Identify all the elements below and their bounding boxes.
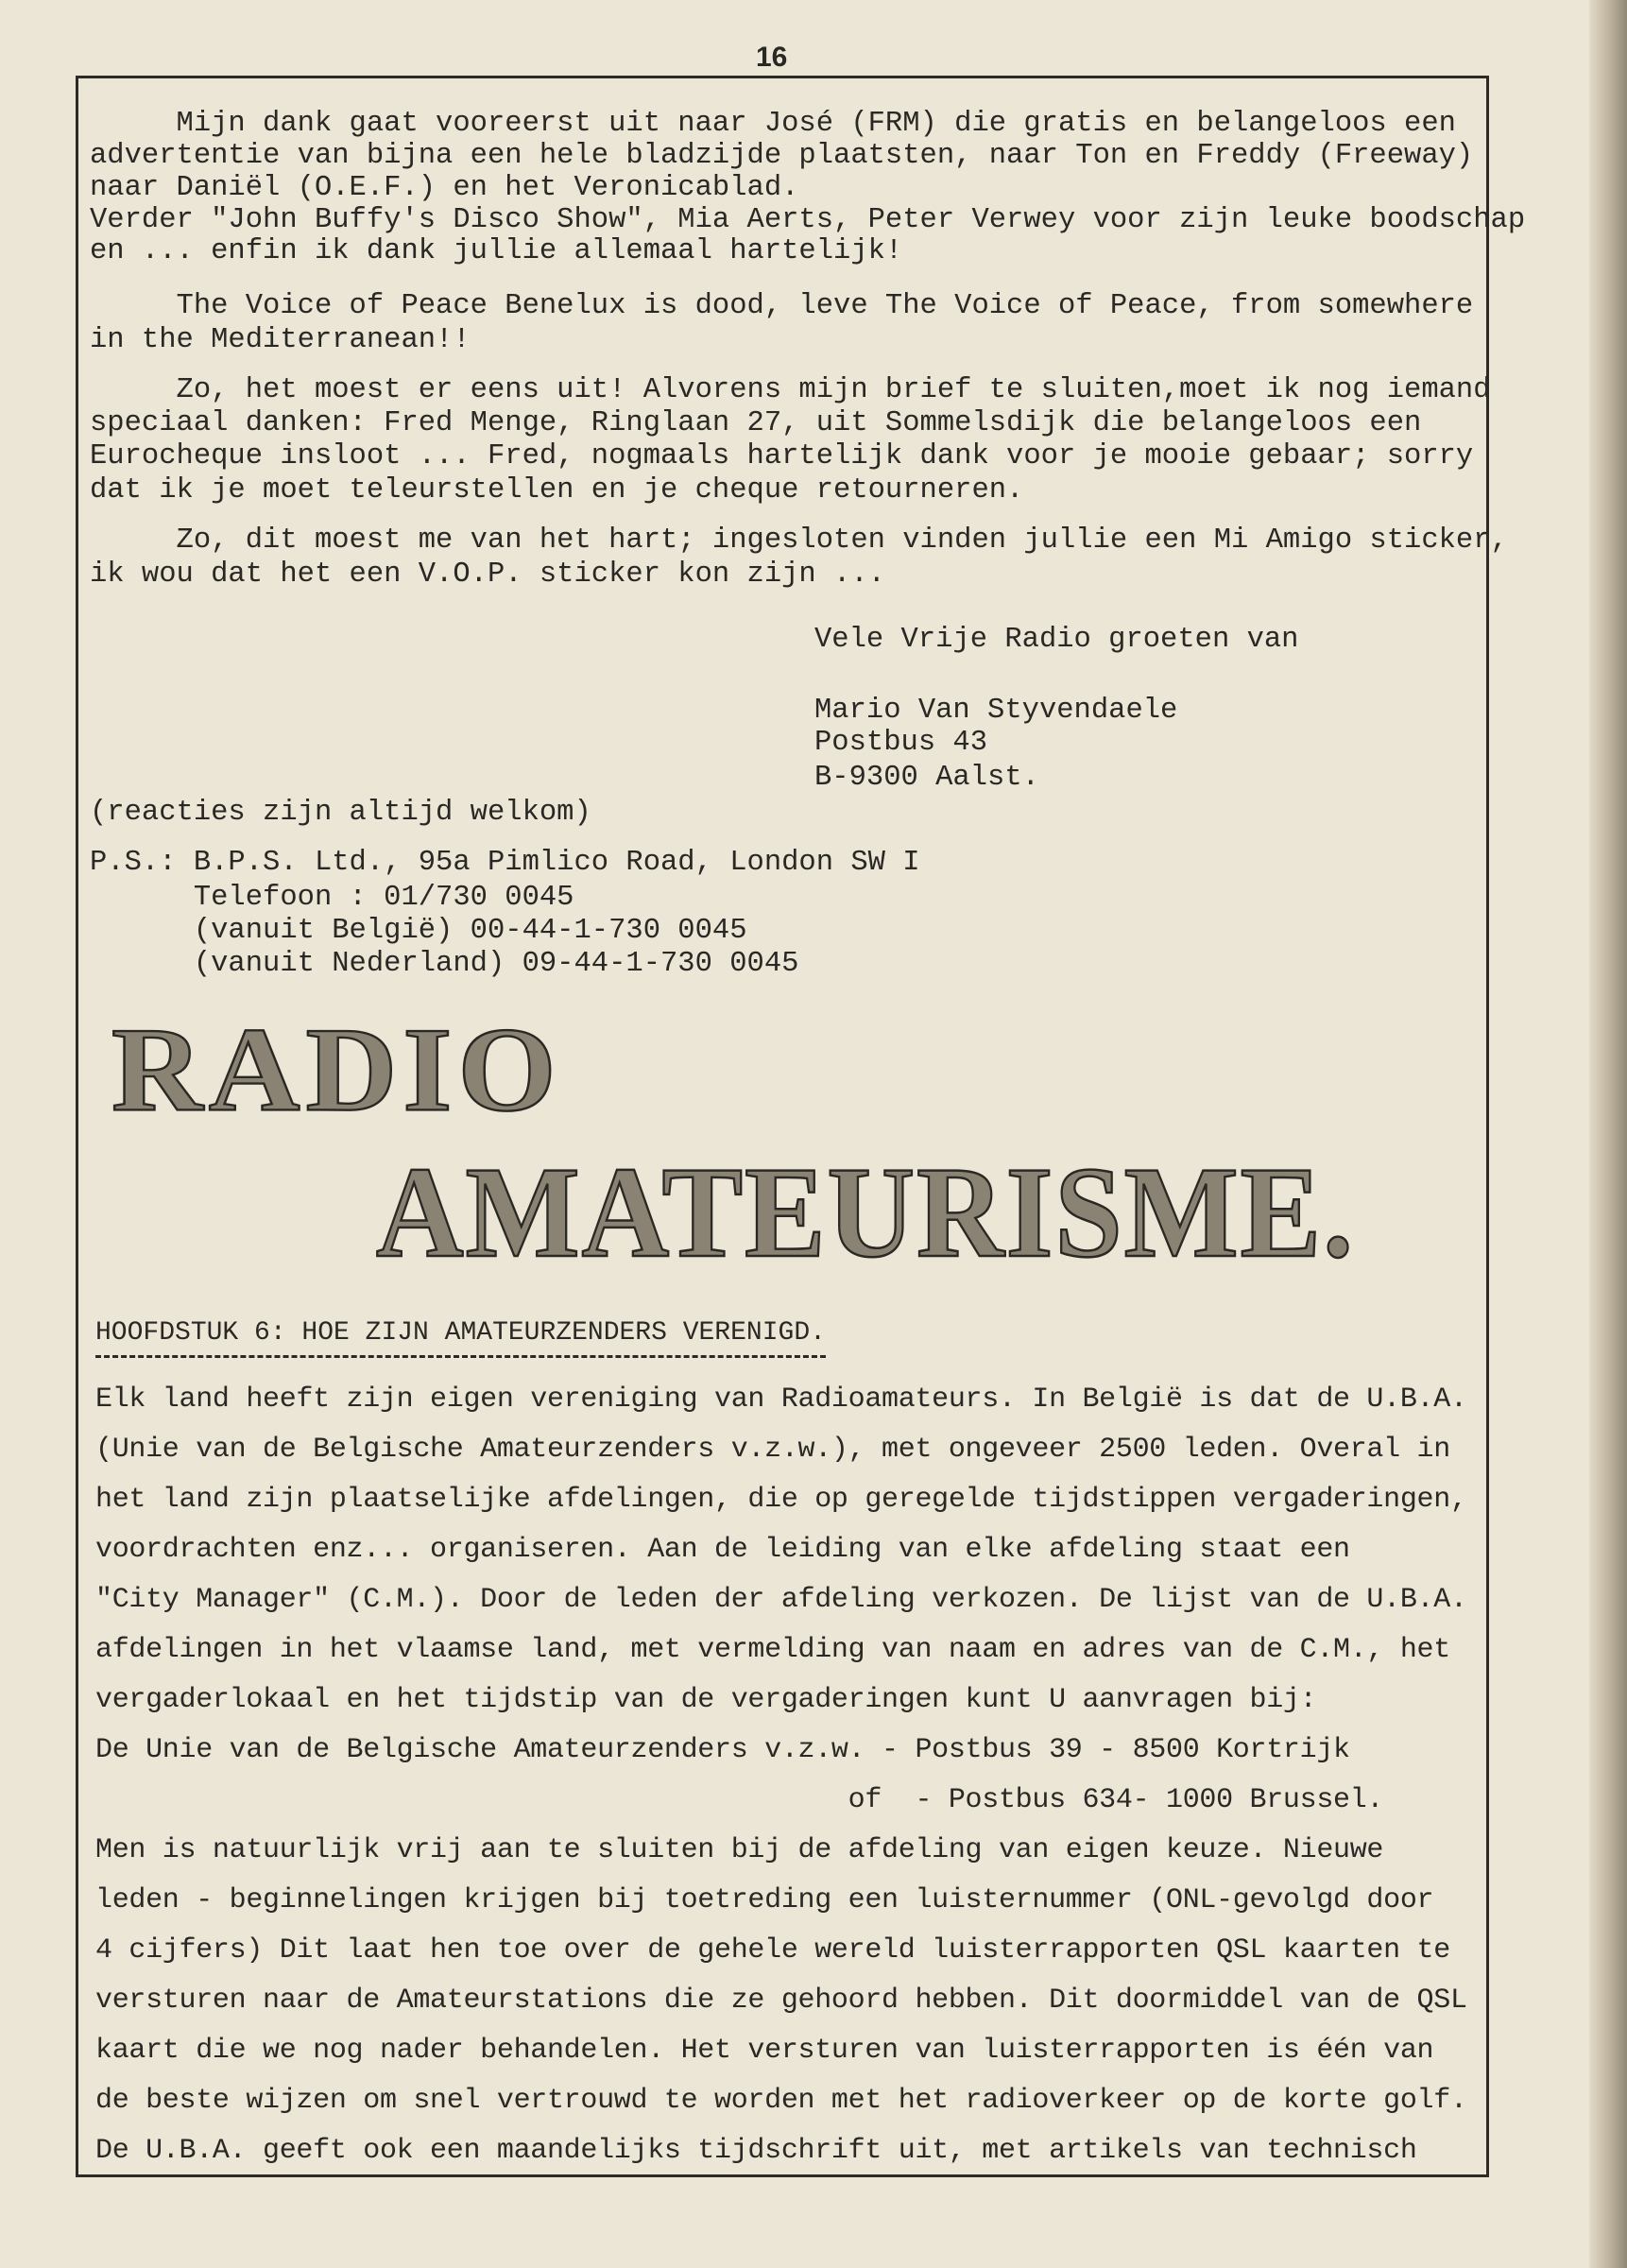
letter-line: naar Daniël (O.E.F.) en het Veronicablad. bbox=[90, 172, 799, 204]
signature-name: Mario Van Styvendaele bbox=[814, 695, 1178, 727]
letter-line: Mijn dank gaat vooreerst uit naar José (FRM) die gratis en belangeloos een bbox=[90, 108, 1456, 140]
page-number: 16 bbox=[756, 42, 788, 73]
chapter-line: afdelingen in het vlaamse land, met vermelding van naam en adres van de C.M., het bbox=[95, 1634, 1450, 1666]
chapter-line: Men is natuurlijk vrij aan te sluiten bij de afdeling van eigen keuze. Nieuwe bbox=[95, 1834, 1384, 1866]
reactions-note: (reacties zijn altijd welkom) bbox=[90, 797, 591, 829]
letter-line: ik wou dat het een V.O.P. sticker kon zijn ... bbox=[90, 558, 885, 591]
ps-line: (vanuit Nederland) 09-44-1-730 0045 bbox=[90, 948, 799, 980]
chapter-line: "City Manager" (C.M.). Door de leden der afdeling verkozen. De lijst van de U.B.A. bbox=[95, 1584, 1467, 1616]
chapter-heading: HOOFDSTUK 6: HOE ZIJN AMATEURZENDERS VERENIGD. bbox=[95, 1318, 826, 1358]
chapter-line: kaart die we nog nader behandelen. Het versturen van luisterrapporten is één van bbox=[95, 2035, 1434, 2067]
page-spine bbox=[1589, 0, 1627, 2268]
chapter-line: Elk land heeft zijn eigen vereniging van Radioamateurs. In België is dat de U.B.A. bbox=[95, 1383, 1467, 1416]
letter-line: The Voice of Peace Benelux is dood, leve The Voice of Peace, from somewhere bbox=[90, 290, 1474, 322]
letter-line: Verder "John Buffy's Disco Show", Mia Aerts, Peter Verwey voor zijn leuke boodschap bbox=[90, 204, 1526, 236]
signature-city: B-9300 Aalst. bbox=[814, 762, 1039, 794]
letter-line: speciaal danken: Fred Menge, Ringlaan 27, uit Sommelsdijk die belangeloos een bbox=[90, 407, 1422, 439]
chapter-line: versturen naar de Amateurstations die ze gehoord hebben. Dit doormiddel van de QSL bbox=[95, 1984, 1467, 2017]
ps-line: P.S.: B.P.S. Ltd., 95a Pimlico Road, London SW I bbox=[90, 847, 920, 879]
chapter-line: voordrachten enz... organiseren. Aan de leiding van elke afdeling staat een bbox=[95, 1534, 1350, 1566]
letter-line: en ... enfin ik dank jullie allemaal hartelijk! bbox=[90, 235, 903, 267]
title-radio: RADIO bbox=[111, 1003, 562, 1136]
closing-line: Vele Vrije Radio groeten van bbox=[814, 624, 1299, 656]
chapter-line: De U.B.A. geeft ook een maandelijks tijdschrift uit, met artikels van technisch bbox=[95, 2135, 1417, 2167]
chapter-line: 4 cijfers) Dit laat hen toe over de gehele wereld luisterrapporten QSL kaarten te bbox=[95, 1934, 1450, 1967]
ps-line: Telefoon : 01/730 0045 bbox=[90, 882, 574, 914]
letter-line: dat ik je moet teleurstellen en je cheque retourneren. bbox=[90, 474, 1024, 507]
chapter-line: leden - beginnelingen krijgen bij toetreding een luisternummer (ONL-gevolgd door bbox=[95, 1884, 1434, 1916]
letter-line: in the Mediterranean!! bbox=[90, 324, 471, 356]
title-amateurisme: AMATEURISME. bbox=[376, 1140, 1356, 1284]
letter-line: Zo, dit moest me van het hart; ingesloten vinden jullie een Mi Amigo sticker, bbox=[90, 524, 1508, 557]
ps-line: (vanuit België) 00-44-1-730 0045 bbox=[90, 915, 747, 947]
signature-postbus: Postbus 43 bbox=[814, 727, 988, 759]
letter-line: advertentie van bijna een hele bladzijde plaatsten, naar Ton en Freddy (Freeway) bbox=[90, 140, 1474, 172]
chapter-line: het land zijn plaatselijke afdelingen, die op geregelde tijdstippen vergaderingen, bbox=[95, 1484, 1467, 1516]
chapter-line: (Unie van de Belgische Amateurzenders v.z.w.), met ongeveer 2500 leden. Overal in bbox=[95, 1434, 1450, 1466]
chapter-line: vergaderlokaal en het tijdstip van de vergaderingen kunt U aanvragen bij: bbox=[95, 1684, 1317, 1716]
letter-line: Zo, het moest er eens uit! Alvorens mijn brief te sluiten,moet ik nog iemand bbox=[90, 374, 1491, 406]
chapter-line: de beste wijzen om snel vertrouwd te worden met het radioverkeer op de korte golf. bbox=[95, 2085, 1467, 2117]
chapter-line: De Unie van de Belgische Amateurzenders v.z.w. - Postbus 39 - 8500 Kortrijk bbox=[95, 1734, 1350, 1766]
chapter-line: of - Postbus 634- 1000 Brussel. bbox=[95, 1784, 1384, 1816]
letter-line: Eurocheque insloot ... Fred, nogmaals hartelijk dank voor je mooie gebaar; sorry bbox=[90, 440, 1474, 472]
